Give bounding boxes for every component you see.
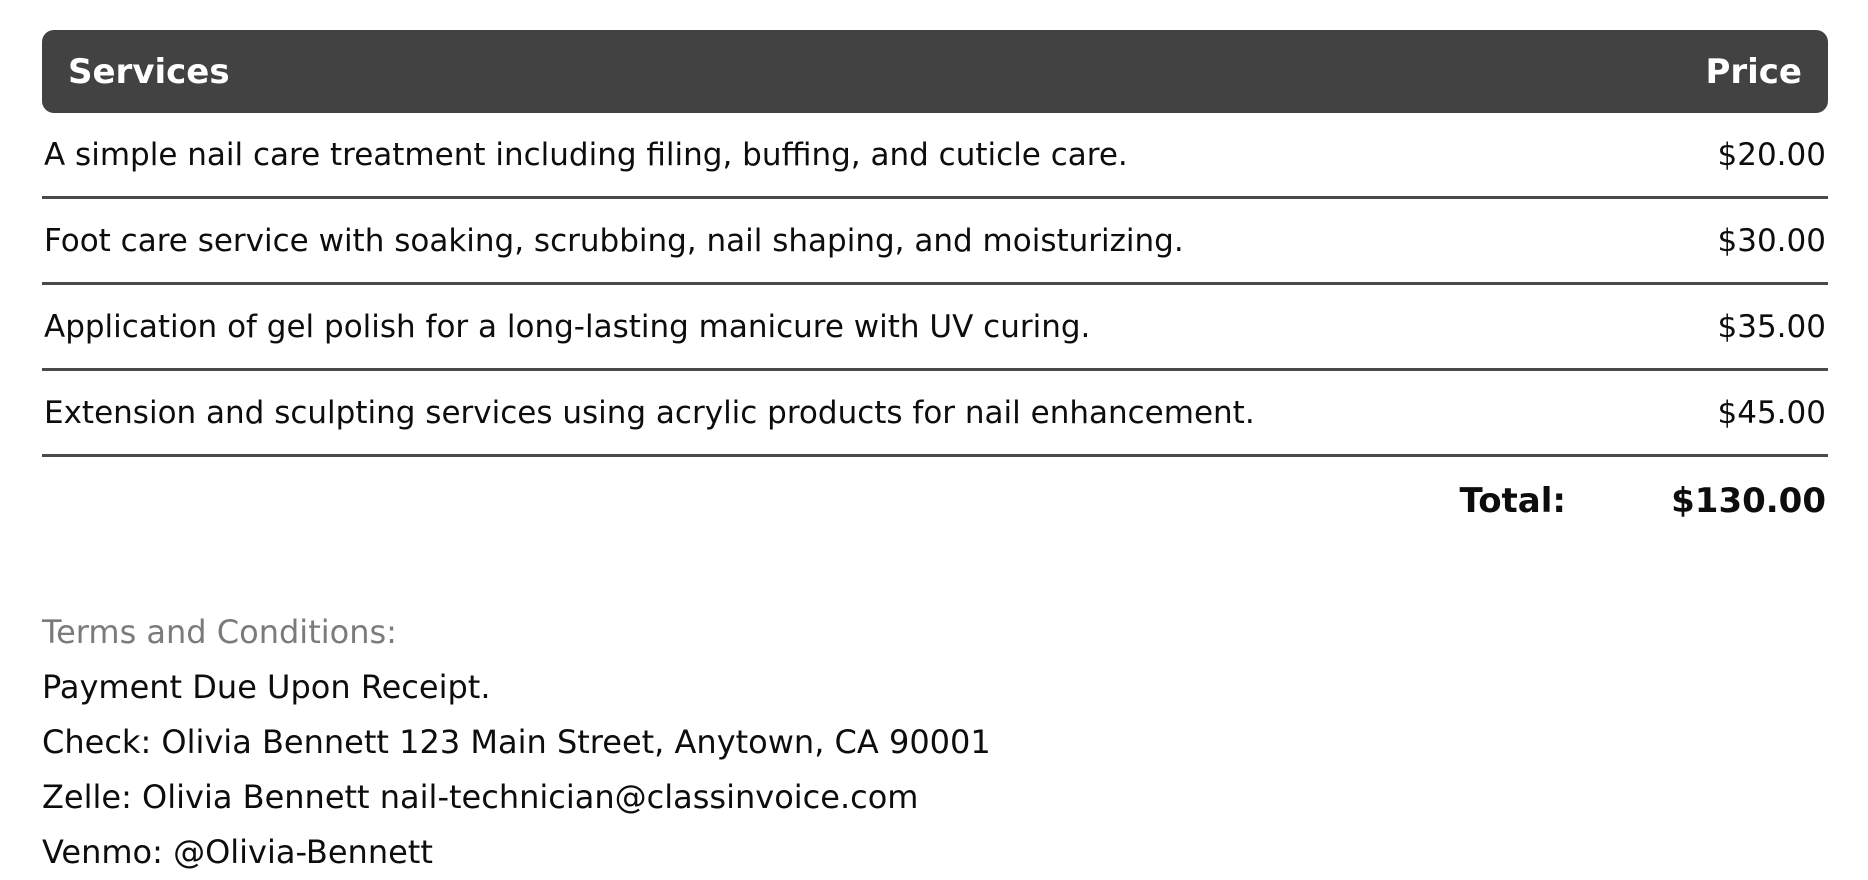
total-row xyxy=(42,457,1828,545)
terms-heading: Terms and Conditions: xyxy=(42,613,397,651)
services-column-header: Services xyxy=(68,51,230,92)
table-row xyxy=(42,285,1828,371)
table-row xyxy=(42,199,1828,285)
table-row xyxy=(42,371,1828,457)
terms-and-conditions-section xyxy=(42,605,1828,880)
total-value: $130.00 xyxy=(1671,481,1826,521)
service-price: $45.00 xyxy=(1717,394,1826,431)
service-price: $20.00 xyxy=(1717,136,1826,173)
price-column-header: Price xyxy=(1705,51,1802,92)
terms-line-venmo: Venmo: @Olivia-Bennett xyxy=(42,833,433,871)
service-description: Extension and sculpting services using acrylic products for nail enhancement. xyxy=(44,394,1255,431)
service-description: Application of gel polish for a long-lasting manicure with UV curing. xyxy=(44,308,1091,345)
terms-line-check: Check: Olivia Bennett 123 Main Street, Anytown, CA 90001 xyxy=(42,723,991,761)
service-description: Foot care service with soaking, scrubbing, nail shaping, and moisturizing. xyxy=(44,222,1184,259)
table-header-row xyxy=(42,30,1828,113)
service-price: $35.00 xyxy=(1717,308,1826,345)
service-description: A simple nail care treatment including filing, buffing, and cuticle care. xyxy=(44,136,1128,173)
service-price: $30.00 xyxy=(1717,222,1826,259)
services-table xyxy=(42,30,1828,545)
total-label: Total: xyxy=(1459,481,1566,521)
terms-line-payment: Payment Due Upon Receipt. xyxy=(42,668,491,706)
table-row xyxy=(42,113,1828,199)
terms-line-zelle: Zelle: Olivia Bennett nail-technician@classinvoice.com xyxy=(42,778,919,816)
